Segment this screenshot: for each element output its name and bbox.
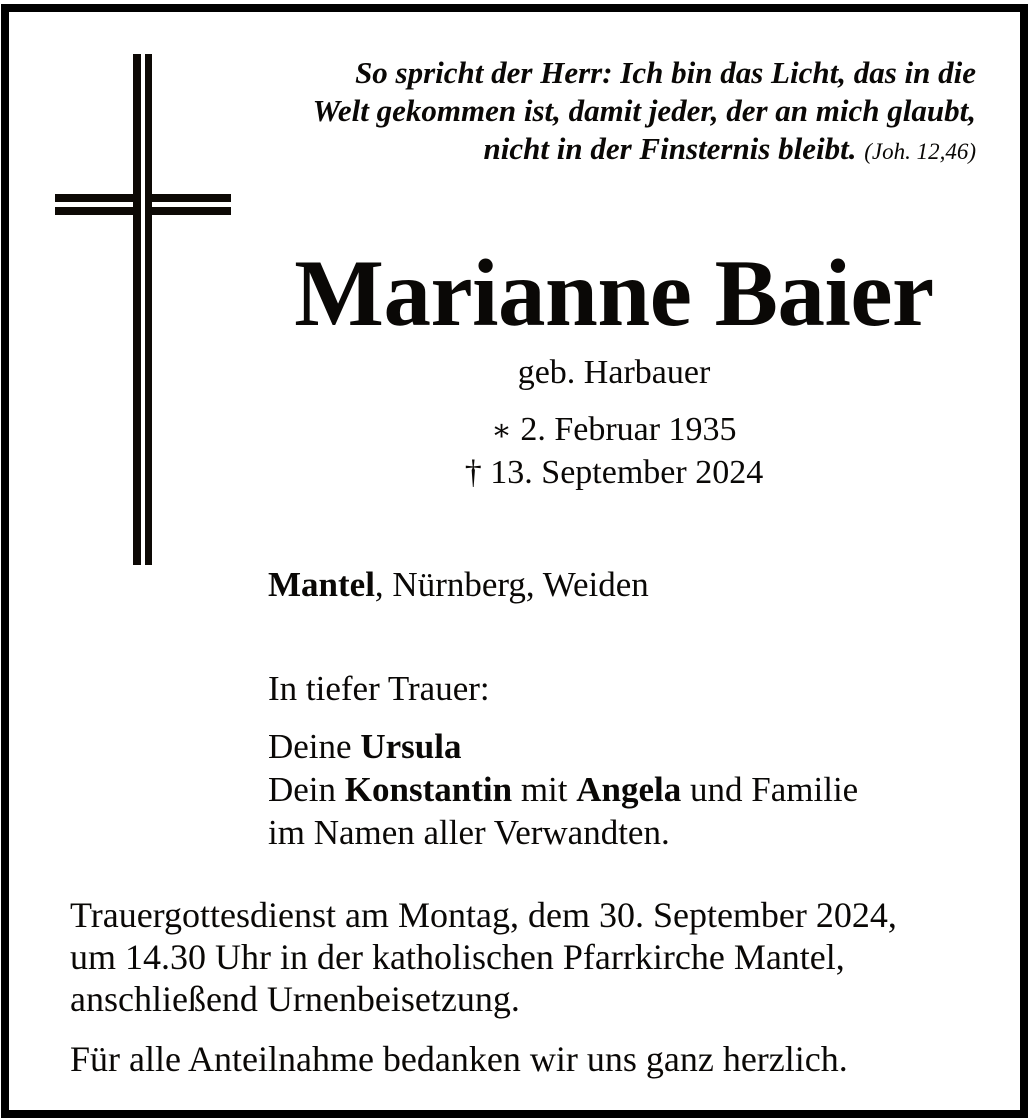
mourner-line-1 (268, 729, 461, 764)
quote-reference: (Joh. 12,46) (864, 139, 976, 164)
service-line-3: anschließend Urnenbeisetzung. (70, 979, 520, 1019)
mourners-intro: In tiefer Trauer: (268, 669, 490, 708)
quote-line-3-text: nicht in der Finsternis bleibt. (483, 131, 857, 166)
quote-line-3 (484, 133, 976, 164)
birth-date: 2. Februar 1935 (520, 411, 737, 448)
deceased-name: Marianne Baier (294, 240, 934, 346)
place-rest: , Nürnberg, Weiden (374, 565, 649, 604)
cross-gap-bottom (141, 207, 145, 215)
mourner-line-2-middle: mit (512, 770, 577, 809)
birth-date-line (0, 413, 1028, 447)
death-date-line (0, 456, 1028, 490)
mourner-line-2-prefix: Dein (268, 770, 345, 809)
death-dagger-icon: † (464, 454, 482, 491)
places-line (268, 567, 649, 602)
service-line-1: Trauergottesdienst am Montag, dem 30. September 2024, (70, 895, 897, 935)
quote-line-2: Welt gekommen ist, damit jeder, der an mich glaubt, (312, 93, 976, 128)
place-primary: Mantel (268, 565, 375, 604)
service-line-2: um 14.30 Uhr in der katholischen Pfarrkirche Mantel, (70, 937, 845, 977)
mourner-line-2 (268, 772, 858, 807)
mourner-name-konstantin: Konstantin (344, 770, 513, 809)
birth-star-icon: ∗ (491, 414, 512, 447)
quote-line-1: So spricht der Herr: Ich bin das Licht, das in die (355, 55, 976, 90)
mourner-name-ursula: Ursula (360, 727, 462, 766)
death-date: 13. September 2024 (490, 454, 764, 491)
mourner-line-3: im Namen aller Verwandten. (268, 813, 670, 852)
maiden-name: geb. Harbauer (517, 354, 711, 391)
mourner-line-1-prefix: Deine (268, 727, 361, 766)
cross-gap-top (141, 194, 145, 202)
thanks-line: Für alle Anteilnahme bedanken wir uns ganz herzlich. (70, 1039, 848, 1079)
mourner-line-2-suffix: und Familie (681, 770, 859, 809)
mourner-name-angela: Angela (576, 770, 682, 809)
